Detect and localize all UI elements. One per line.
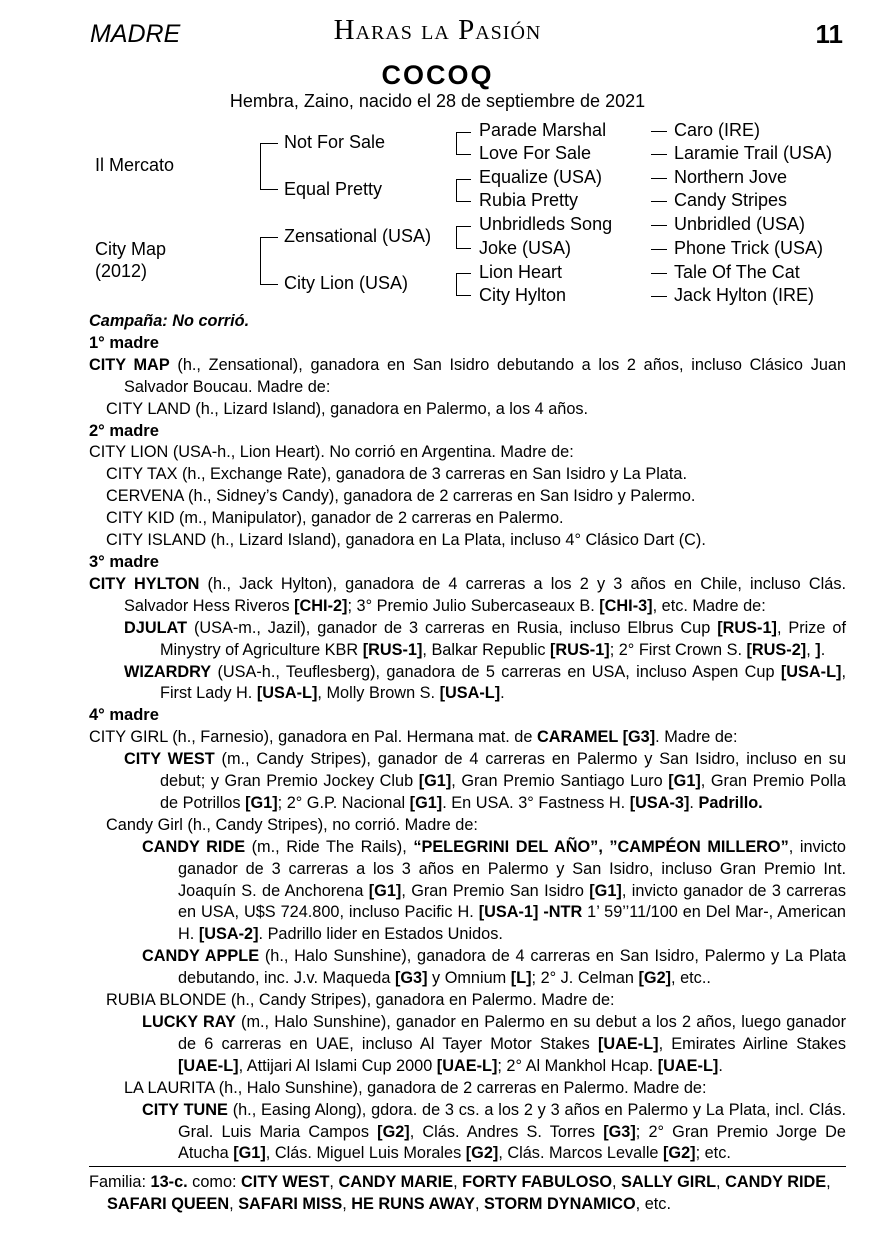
entry-text: y Omnium xyxy=(427,969,511,988)
race-grade: [RUS-1] xyxy=(550,640,610,659)
race-grade: [G1] xyxy=(418,772,452,791)
horse-name-bold: DJULAT xyxy=(124,618,188,637)
section-heading: 1° madre xyxy=(89,333,159,352)
entry-text: ; etc. xyxy=(695,1144,731,1163)
dam-entry xyxy=(89,574,846,618)
race-grade: [RUS-1] xyxy=(717,618,777,637)
family-name: STORM DYNAMICO xyxy=(484,1195,636,1213)
entry-text: . xyxy=(718,1056,723,1075)
bracket-line xyxy=(456,226,457,248)
dash-line xyxy=(651,178,667,179)
entry-text: , Prize of Minystry of Agriculture KBR xyxy=(160,618,846,659)
gen4-name: Northern Jove xyxy=(674,167,788,187)
section-heading: 4° madre xyxy=(89,706,159,725)
offspring-entry: CERVENA (h., Sidney’s Candy), ganadora de 2 carreras en San Isidro y Palermo. xyxy=(106,487,696,506)
offspring-entry: CITY TAX (h., Exchange Rate), ganadora de 3 carreras en San Isidro y La Plata. xyxy=(106,465,688,484)
entry-text: (USA-m., Jazil), ganador de 3 carreras en Rusia, incluso Elbrus Cup xyxy=(187,618,718,637)
entry-text: ; 2° G.P. Nacional xyxy=(277,793,410,812)
campaign-line: Campaña: No corrió. xyxy=(89,312,250,330)
gen3-name: Rubia Pretty xyxy=(479,190,579,210)
offspring-entry xyxy=(89,662,846,706)
offspring-entry xyxy=(89,618,846,662)
gen3-name: Parade Marshal xyxy=(479,120,607,140)
race-grade: [USA-1] -NTR xyxy=(478,903,583,922)
entry-text: , invicto ganador de 3 carreras en USA, U$S 724.800, incluso Pacific H. xyxy=(178,881,846,922)
dash-line xyxy=(651,131,667,132)
race-grade: [G2] xyxy=(663,1144,696,1163)
offspring-entry xyxy=(89,837,846,947)
family-sep: , xyxy=(826,1173,831,1191)
bracket-line xyxy=(456,154,471,155)
horse-name-bold: CITY WEST xyxy=(124,750,215,769)
bracket-line xyxy=(260,143,278,144)
gen3-name: Lion Heart xyxy=(479,262,563,282)
bracket-line xyxy=(260,189,278,190)
entry-text: ; 2° J. Celman xyxy=(531,969,639,988)
bracket-line xyxy=(456,226,471,227)
award-title: “PELEGRINI DEL AÑO”, ”CAMPÉON MILLERO” xyxy=(413,837,789,856)
family-tail: , etc. xyxy=(635,1195,671,1213)
dam-name: City Map xyxy=(95,239,167,259)
gen4-name: Phone Trick (USA) xyxy=(674,238,824,258)
race-grade: [UAE-L] xyxy=(597,1034,659,1053)
race-grade: [G1] xyxy=(589,881,622,900)
entry-text: ; 3° Premio Julio Subercaseaux B. xyxy=(347,596,600,615)
entry-text: , invicto ganador de 3 carreras a los 3 años en Palermo y San Isidro, incluso Gran Premio Int. Joaquín S. de Anchorena xyxy=(178,837,846,900)
section-heading: 2° madre xyxy=(89,421,159,440)
entry-text: . xyxy=(689,793,699,812)
entry-text: ; 2° Gran Premio Jorge De Atucha xyxy=(178,1122,846,1163)
bracket-line xyxy=(456,179,457,201)
entry-text: , Molly Brown S. xyxy=(317,684,440,703)
entry-text: (m., Candy Stripes), ganador de 4 carreras en Palermo y San Isidro, incluso en su debut; y Gran Premio Jockey Club xyxy=(160,750,846,791)
race-grade: [USA-L] xyxy=(780,662,842,681)
race-grade: [G2] xyxy=(465,1144,499,1163)
race-grade: [USA-3] xyxy=(629,793,690,812)
race-grade: [G3] xyxy=(394,969,428,988)
family-sep: , xyxy=(229,1195,239,1213)
offspring-entry xyxy=(89,1100,846,1166)
entry-text: ; 2° Al Mankhol Hcap. xyxy=(497,1056,658,1075)
entry-text: , etc. Madre de: xyxy=(652,596,766,615)
horse-name-bold: CITY TUNE xyxy=(142,1100,228,1119)
gen4-name: Caro (IRE) xyxy=(674,120,761,140)
race-grade: ] xyxy=(815,640,821,659)
entry-text: , Gran Premio Santiago Luro xyxy=(451,772,669,791)
family-name: CITY WEST xyxy=(241,1173,330,1191)
entry-text: , Gran Premio San Isidro xyxy=(401,881,590,900)
race-grade: [RUS-2] xyxy=(746,640,807,659)
family-sep: , xyxy=(716,1173,726,1191)
race-grade: [G2] xyxy=(377,1122,410,1141)
race-grade: [USA-L] xyxy=(439,684,501,703)
entry-text: (h., Jack Hylton), ganadora de 4 carreras a los 2 y 3 años en Chile, incluso Clás. Salvador Hess Riveros xyxy=(124,574,846,615)
dash-line xyxy=(651,249,667,250)
bracket-line xyxy=(456,248,471,249)
race-grade: [UAE-L] xyxy=(657,1056,719,1075)
family-label: Familia: xyxy=(89,1173,151,1191)
offspring-entry: CITY ISLAND (h., Lizard Island), ganadora en La Plata, incluso 4° Clásico Dart (C). xyxy=(106,531,706,550)
bracket-line xyxy=(456,179,471,180)
race-grade: [G1] xyxy=(668,772,701,791)
horse-name: COCOQ xyxy=(381,60,494,90)
dash-line xyxy=(651,296,667,297)
gen4-name: Unbridled (USA) xyxy=(674,214,806,234)
race-grade: [L] xyxy=(510,969,532,988)
horse-name-bold: CANDY APPLE xyxy=(142,947,260,966)
bracket-line xyxy=(456,273,471,274)
dam-entry xyxy=(89,355,846,399)
gen3-name: Unbridleds Song xyxy=(479,214,613,234)
bracket-line xyxy=(456,273,457,295)
horse-description: Hembra, Zaino, nacido el 28 de septiembre de 2021 xyxy=(229,91,646,111)
dam-lines xyxy=(89,311,846,1165)
section-heading: 3° madre xyxy=(89,552,159,571)
race-grade: [G1] xyxy=(368,881,402,900)
family-sep: , xyxy=(329,1173,339,1191)
gen4-name: Tale Of The Cat xyxy=(674,262,800,282)
entry-text: . En USA. 3° Fastness H. xyxy=(442,793,630,812)
farm-title: Haras la Pasión xyxy=(333,14,542,46)
sire-name: Il Mercato xyxy=(95,155,175,175)
offspring-entry xyxy=(89,946,846,990)
family-sep: , xyxy=(474,1195,484,1213)
offspring-entry: RUBIA BLONDE (h., Candy Stripes), ganadora en Palermo. Madre de: xyxy=(106,991,615,1010)
entry-text: (m., Ride The Rails), xyxy=(245,837,414,856)
gen3-name: City Hylton xyxy=(479,285,567,305)
family-name: SALLY GIRL xyxy=(621,1173,717,1191)
entry-text: , Clás. Marcos Levalle xyxy=(498,1144,664,1163)
family-name: CANDY MARIE xyxy=(338,1173,454,1191)
family-name: SAFARI MISS xyxy=(238,1195,343,1213)
race-grade: CARAMEL [G3] xyxy=(536,728,656,747)
entry-text: (USA-h., Teuflesberg), ganadora de 5 carreras en USA, incluso Aspen Cup xyxy=(211,662,781,681)
offspring-entry xyxy=(89,749,846,815)
horse-name-bold: LUCKY RAY xyxy=(142,1013,236,1031)
gen2-name: City Lion (USA) xyxy=(284,273,409,293)
offspring-entry: CITY KID (m., Manipulator), ganador de 2 carreras en Palermo. xyxy=(106,509,564,528)
gen2-name: Zensational (USA) xyxy=(284,226,432,246)
entry-text: . Padrillo lider en Estados Unidos. xyxy=(258,925,503,944)
gen4-name: Laramie Trail (USA) xyxy=(674,143,833,163)
entry-text: , Gran Premio Polla de Potrillos xyxy=(160,772,846,812)
race-grade: [G2] xyxy=(638,969,672,988)
race-grade: [CHI-3] xyxy=(599,596,653,615)
offspring-entry: LA LAURITA (h., Halo Sunshine), ganadora de 2 carreras en Palermo. Madre de: xyxy=(124,1078,707,1097)
race-grade: [USA-2] xyxy=(198,925,259,944)
sire-note: Padrillo. xyxy=(698,793,763,812)
dash-line xyxy=(651,154,667,155)
entry-text: , Balkar Republic xyxy=(422,640,550,659)
entry-text: , etc.. xyxy=(671,969,711,988)
family-sep: , xyxy=(342,1195,352,1213)
entry-text: , Clás. Andres S. Torres xyxy=(409,1122,604,1141)
gen3-name: Love For Sale xyxy=(479,143,592,163)
entry-text: ; 2° First Crown S. xyxy=(609,640,747,659)
gen2-name: Not For Sale xyxy=(284,132,386,152)
family-name: CANDY RIDE xyxy=(725,1173,827,1191)
bracket-line xyxy=(260,143,261,189)
family-name: HE RUNS AWAY xyxy=(351,1195,475,1213)
bracket-line xyxy=(260,237,261,284)
gen3-name: Joke (USA) xyxy=(479,238,572,258)
horse-name-bold: CANDY RIDE xyxy=(142,837,246,856)
race-grade: [G1] xyxy=(233,1144,266,1163)
bracket-line xyxy=(456,295,471,296)
dash-line xyxy=(651,201,667,202)
bracket-line xyxy=(456,201,471,202)
entry-text: , Emirates Airline Stakes xyxy=(658,1034,847,1053)
family-text xyxy=(89,1171,846,1215)
offspring-entry: CITY LAND (h., Lizard Island), ganadora en Palermo, a los 4 años. xyxy=(106,399,589,418)
entry-text: 1’ 59’’11/100 en Del Mar-, American H. xyxy=(178,903,846,944)
race-grade: [RUS-1] xyxy=(362,640,423,659)
bracket-line xyxy=(260,237,278,238)
entry-text: . xyxy=(820,640,826,659)
gen4-name: Jack Hylton (IRE) xyxy=(674,285,815,305)
entry-text: (h., Halo Sunshine), ganadora de 4 carreras en San Isidro, Palermo y La Plata debutando, inc. J.v. Maqueda xyxy=(178,947,846,988)
horse-name-bold: CITY MAP xyxy=(89,355,170,374)
entry-text: . Madre de: xyxy=(655,728,738,747)
race-grade: [G1] xyxy=(409,793,443,812)
bracket-line xyxy=(456,132,457,154)
section-label: MADRE xyxy=(90,20,181,48)
dam-year: (2012) xyxy=(95,261,148,281)
entry-text: , First Lady H. xyxy=(160,662,846,703)
offspring-entry: Candy Girl (h., Candy Stripes), no corrió. Madre de: xyxy=(106,815,478,834)
dam-entry xyxy=(89,727,846,749)
family-como: como: xyxy=(187,1173,242,1191)
entry-text: . xyxy=(500,684,505,703)
entry-text: , Clás. Miguel Luis Morales xyxy=(265,1144,466,1163)
race-grade: [UAE-L] xyxy=(178,1056,239,1075)
family-sep: , xyxy=(611,1173,622,1191)
race-grade: [USA-L] xyxy=(256,684,318,703)
entry-text: (m., Halo Sunshine), ganador en Palermo en su debut a los 2 años, luego ganador de 6 carreras en UAE, incluso Al Tayer Motor Stakes xyxy=(178,1013,846,1053)
race-grade: [UAE-L] xyxy=(436,1056,498,1075)
offspring-entry xyxy=(89,1012,846,1078)
gen4-name: Candy Stripes xyxy=(674,190,788,210)
dash-line xyxy=(651,225,667,226)
bracket-line xyxy=(456,132,471,133)
gen2-name: Equal Pretty xyxy=(284,179,383,199)
entry-text: (h., Zensational), ganadora en San Isidro debutando a los 2 años, incluso Clásico Juan Salvador Boucau. Madre de: xyxy=(124,355,847,396)
entry-text: CITY GIRL (h., Farnesio), ganadora en Pal. Hermana mat. de xyxy=(89,728,537,747)
dash-line xyxy=(651,273,667,274)
race-grade: [CHI-2] xyxy=(294,596,348,615)
family-name: SAFARI QUEEN xyxy=(107,1195,230,1213)
family-code: 13-c. xyxy=(150,1173,188,1191)
race-grade: [G1] xyxy=(245,793,278,812)
horse-name-bold: CITY HYLTON xyxy=(89,574,200,593)
dam-entry: CITY LION (USA-h., Lion Heart). No corrió en Argentina. Madre de: xyxy=(89,443,574,462)
entry-text: , Attijari Al Islami Cup 2000 xyxy=(238,1056,437,1075)
bracket-line xyxy=(260,284,278,285)
horse-name-bold: WIZARDRY xyxy=(124,662,212,681)
race-grade: [G3] xyxy=(603,1122,636,1141)
page-number: 11 xyxy=(815,19,843,49)
family-line xyxy=(89,1166,846,1215)
entry-text: (h., Easing Along), gdora. de 3 cs. a los 2 y 3 años en Palermo y La Plata, incl. Clás. Gral. Luis Maria Campos xyxy=(178,1100,846,1141)
family-name: FORTY FABULOSO xyxy=(462,1173,612,1191)
entry-text: , xyxy=(806,640,816,659)
family-sep: , xyxy=(453,1173,463,1191)
gen3-name: Equalize (USA) xyxy=(479,167,603,187)
